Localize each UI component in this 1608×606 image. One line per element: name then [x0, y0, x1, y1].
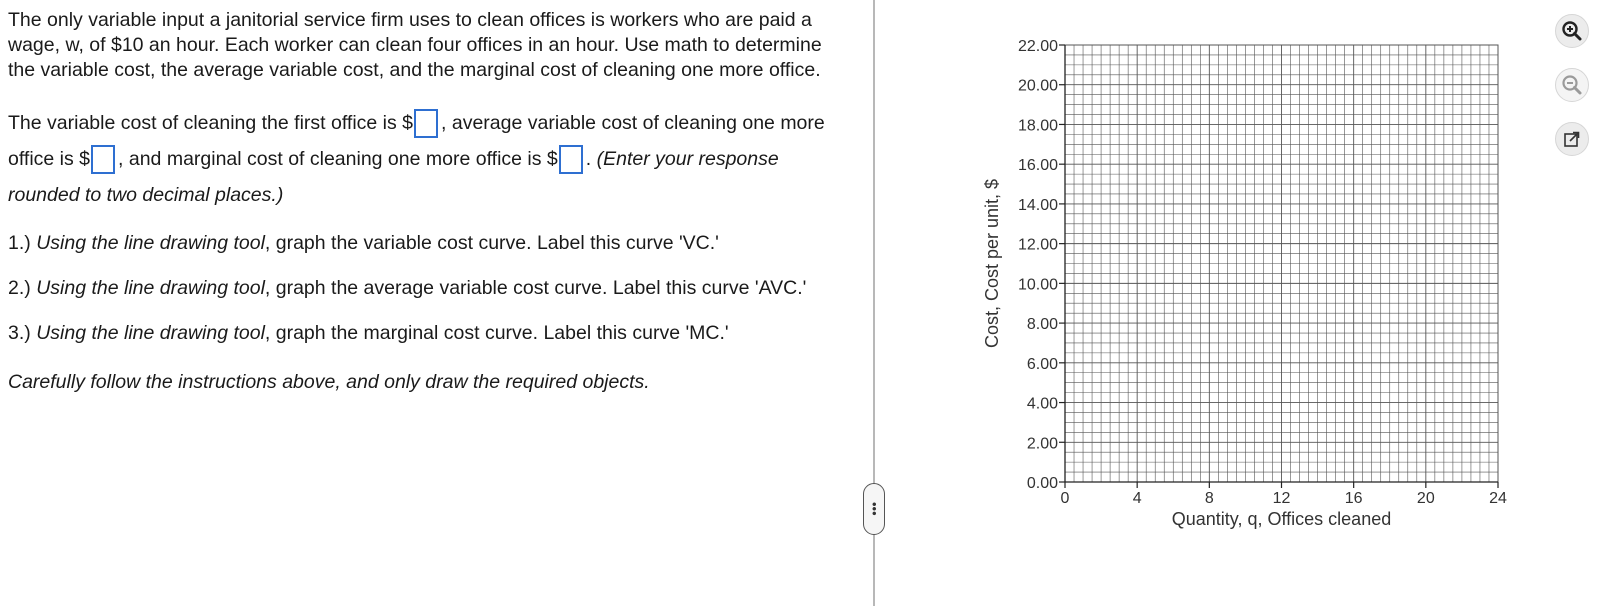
y-tick-label: 2.00	[1026, 435, 1058, 453]
ellipsis-icon: •••	[867, 502, 882, 516]
y-axis-label: Cost, Cost per unit, $	[982, 178, 1002, 349]
closing-instruction	[8, 370, 838, 395]
step-vc	[8, 231, 838, 256]
question-intro: The only variable input a janitorial service firm uses to clean offices is workers who are paid a wage, w, of $10 an hour. Each worker can clean four offices in an hour. Use math to determine the variable cost, the average variable cost, and the marginal cost of cleaning one more office.	[8, 9, 822, 81]
cost-graph[interactable]	[980, 20, 1540, 580]
step-tool: Using the line drawing tool	[36, 322, 265, 344]
step-avc	[8, 276, 838, 301]
avc-answer-input[interactable]	[91, 145, 115, 174]
x-tick-label: 4	[1132, 490, 1142, 507]
y-tick-label: 22.00	[1017, 38, 1058, 55]
y-tick-label: 18.00	[1017, 117, 1058, 135]
step-tool: Using the line drawing tool	[36, 277, 265, 299]
x-tick-label: 0	[1060, 490, 1070, 507]
step-number: 3.)	[8, 322, 37, 344]
y-tick-label: 20.00	[1017, 77, 1058, 95]
step-text: , graph the average variable cost curve. Label this curve 'AVC.'	[264, 277, 807, 299]
zoom-in-button[interactable]	[1555, 14, 1589, 48]
step-text: , graph the marginal cost curve. Label this curve 'MC.'	[264, 322, 729, 344]
zoom-out-icon	[1561, 74, 1583, 96]
panel-resize-handle[interactable]	[863, 483, 885, 535]
y-tick-label: 0.00	[1026, 475, 1058, 492]
vc-answer-input[interactable]	[414, 109, 438, 138]
popout-icon	[1562, 129, 1582, 149]
y-tick-label: 4.00	[1026, 395, 1058, 413]
question-panel	[8, 8, 838, 395]
step-mc	[8, 321, 838, 346]
zoom-out-button[interactable]	[1555, 68, 1589, 102]
zoom-in-icon	[1561, 20, 1583, 42]
x-tick-label: 20	[1416, 490, 1435, 507]
y-tick-label: 12.00	[1017, 236, 1058, 254]
step-number: 1.)	[8, 232, 37, 254]
x-tick-label: 12	[1272, 490, 1291, 507]
step-tool: Using the line drawing tool	[36, 232, 265, 254]
fill-text-2: , average variable cost of cleaning one more office is $	[8, 112, 825, 170]
x-tick-label: 8	[1204, 490, 1214, 507]
popout-button[interactable]	[1555, 122, 1589, 156]
fill-text-3: , and marginal cost of cleaning one more office is $	[118, 148, 558, 170]
fill-in-sentence	[8, 105, 838, 213]
step-number: 2.)	[8, 277, 37, 299]
y-tick-label: 10.00	[1017, 276, 1058, 294]
x-tick-label: 16	[1344, 490, 1363, 507]
rounding-instruction: (Enter your response rounded to two decimal places.)	[8, 148, 779, 206]
x-axis-label: Quantity, q, Offices cleaned	[1171, 509, 1392, 529]
y-tick-label: 8.00	[1026, 316, 1058, 334]
graph-area[interactable]	[980, 20, 1540, 580]
closing-text: Carefully follow the instructions above, and only draw the required objects.	[8, 371, 650, 393]
y-tick-label: 16.00	[1017, 157, 1058, 175]
fill-text-4: .	[585, 148, 592, 170]
y-tick-label: 6.00	[1026, 355, 1058, 373]
step-text: , graph the variable cost curve. Label this curve 'VC.'	[264, 232, 719, 254]
y-tick-label: 14.00	[1017, 196, 1058, 214]
fill-text-1: The variable cost of cleaning the first office is $	[8, 112, 414, 134]
mc-answer-input[interactable]	[559, 145, 583, 174]
x-tick-label: 24	[1489, 490, 1507, 507]
